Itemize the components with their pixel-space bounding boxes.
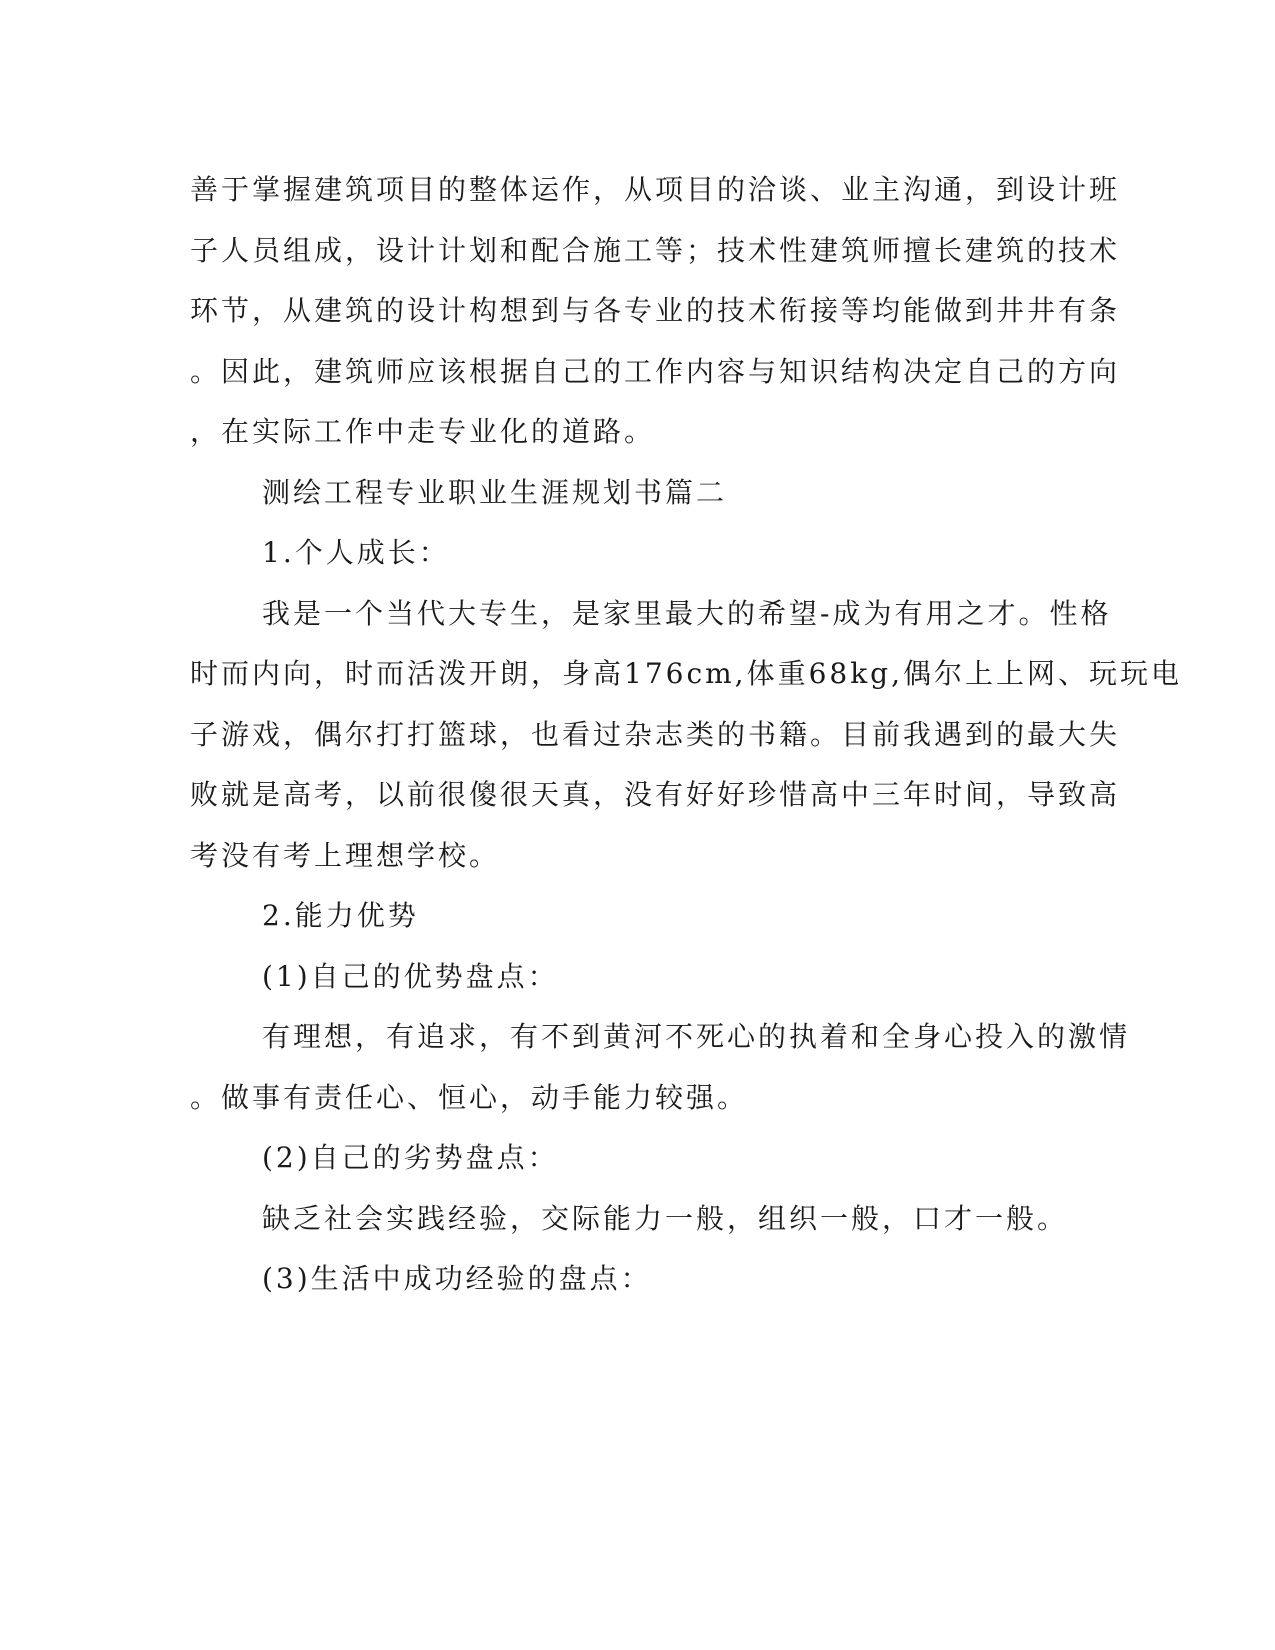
text-line: 缺乏社会实践经验，交际能力一般，组织一般，口才一般。 [262, 1201, 1069, 1235]
text-line: 考没有考上理想学校。 [190, 838, 501, 872]
text-line: 时而内向，时而活泼开朗，身高176cm,体重68kg,偶尔上上网、玩玩电 [190, 657, 1182, 690]
text-line: 善于掌握建筑项目的整体运作，从项目的洽谈、业主沟通，到设计班 [190, 173, 1121, 206]
text-line: 环节，从建筑的设计构想到与各专业的技术衔接等均能做到井井有条 [190, 294, 1121, 327]
section-heading: 测绘工程专业职业生涯规划书篇二 [262, 475, 728, 509]
text-line: ，在实际工作中走专业化的道路。 [190, 415, 656, 448]
subheading-ability: 2.能力优势 [262, 899, 419, 932]
subheading-strengths: (1)自己的优势盘点： [262, 959, 559, 993]
subheading-success-experience: (3)生活中成功经验的盘点： [262, 1262, 652, 1295]
document-body [190, 160, 1182, 1310]
text-line: 子人员组成，设计计划和配合施工等；技术性建筑师擅长建筑的技术 [190, 233, 1121, 267]
subheading-weaknesses: (2)自己的劣势盘点： [262, 1141, 559, 1174]
text-line: 。因此，建筑师应该根据自己的工作内容与知识结构决定自己的方向 [190, 354, 1121, 388]
text-line: 子游戏，偶尔打打篮球，也看过杂志类的书籍。目前我遇到的最大失 [190, 717, 1121, 751]
text-line: 败就是高考，以前很傻很天真，没有好好珍惜高中三年时间，导致高 [190, 778, 1121, 811]
text-line: 。做事有责任心、恒心，动手能力较强。 [190, 1080, 749, 1114]
text-line: 我是一个当代大专生，是家里最大的希望-成为有用之才。性格 [262, 596, 1112, 630]
text-line: 有理想，有追求，有不到黄河不死心的执着和全身心投入的激情 [262, 1020, 1131, 1053]
subheading-personal-growth: 1.个人成长： [262, 536, 450, 569]
